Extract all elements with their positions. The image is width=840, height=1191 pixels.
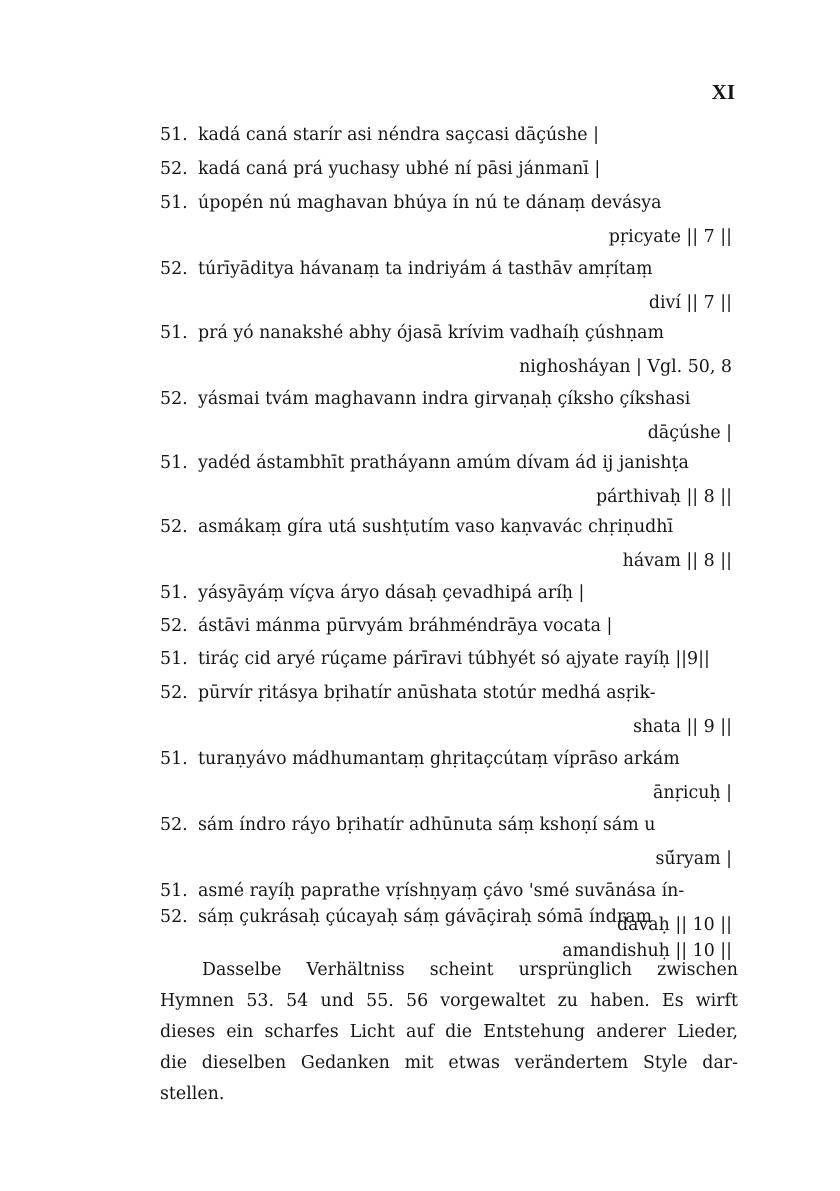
- verse-number: 51.: [160, 125, 188, 145]
- verse-continuation: diví || 7 ||: [648, 293, 732, 313]
- verse-number: 51.: [160, 881, 188, 901]
- prose-paragraph: [160, 955, 738, 1110]
- verse-text: yadéd ástambhīt pratháyann amúm dívam ád ij janishṭa: [198, 453, 689, 473]
- verse-text: asmé rayíḥ paprathe vṛíshṇyaṃ çávo 'smé suvānása ín-: [198, 881, 685, 901]
- verse-number: 52.: [160, 517, 188, 537]
- verse-continuation: nighosháyan | Vgl. 50, 8: [519, 357, 732, 377]
- verse-continuation: shata || 9 ||: [633, 717, 732, 737]
- verse-number: 52.: [160, 616, 188, 636]
- verse-text: yásyāyáṃ víçva áryo dásaḥ çevadhipá aríḥ |: [198, 583, 585, 603]
- verse-number: 51.: [160, 583, 188, 603]
- verse-number: 52.: [160, 907, 188, 927]
- verse-continuation: ānṛicuḥ |: [653, 783, 732, 803]
- prose-line: stellen.: [160, 1084, 225, 1104]
- verse-text: prá yó nanakshé abhy ójasā krívim vadhaíḥ çúshṇam: [198, 323, 665, 343]
- prose-line: die dieselben Gedanken mit etwas verändertem Style dar-: [160, 1053, 738, 1073]
- verse-continuation: párthivaḥ || 8 ||: [595, 487, 732, 507]
- verse-text: kadá caná starír asi néndra saçcasi dāçúshe |: [198, 125, 599, 145]
- verse-continuation: hávam || 8 ||: [622, 551, 732, 571]
- verse-number: 52.: [160, 159, 188, 179]
- verse-text: kadá caná prá yuchasy ubhé ní pāsi jánmanī |: [198, 159, 601, 179]
- verse-text: asmákaṃ gíra utá sushṭutím vaso kaṇvavác chṛiṇudhī: [198, 517, 674, 537]
- page-number: XI: [711, 80, 735, 104]
- prose-line: dieses ein scharfes Licht auf die Entstehung anderer Lieder,: [160, 1022, 738, 1042]
- verse-text: tiráç cid aryé rúçame párīravi túbhyét só ajyate rayíḥ ||9||: [198, 649, 710, 669]
- verse-text: pūrvír ṛitásya bṛihatír anūshata stotúr medhá asṛik-: [198, 683, 656, 703]
- prose-line: Hymnen 53. 54 und 55. 56 vorgewaltet zu haben. Es wirft: [160, 991, 738, 1011]
- verse-continuation: amandishuḥ || 10 ||: [562, 941, 732, 961]
- verse-text: yásmai tvám maghavann indra girvaṇaḥ çíksho çíkshasi: [198, 389, 691, 409]
- verse-continuation: sū́ryam |: [655, 849, 732, 869]
- verse-number: 52.: [160, 815, 188, 835]
- verse-text: úpopén nú maghavan bhúya ín nú te dánaṃ devásya: [198, 193, 662, 213]
- verse-text: sáṃ çukrásaḥ çúcayaḥ sáṃ gávāçiraḥ sómā índram: [198, 907, 653, 927]
- verse-number: 52.: [160, 683, 188, 703]
- verse-continuation: pṛicyate || 7 ||: [608, 227, 732, 247]
- verse-number: 51.: [160, 193, 188, 213]
- verse-number: 52.: [160, 389, 188, 409]
- verse-continuation: davaḥ || 10 ||: [616, 915, 732, 935]
- verse-number: 51.: [160, 323, 188, 343]
- verse-text: sám índro ráyo bṛihatír adhūnuta sáṃ kshoṇí sám u: [198, 815, 656, 835]
- verse-continuation: dāçúshe |: [647, 423, 732, 443]
- verse-text: ástāvi mánma pūrvyám bráhméndrāya vocata |: [198, 616, 613, 636]
- verse-number: 51.: [160, 453, 188, 473]
- verse-number: 51.: [160, 749, 188, 769]
- verse-text: turaṇyávo mádhumantaṃ ghṛitaçcútaṃ víprāso arkám: [198, 749, 680, 769]
- prose-line: Dasselbe Verhältniss scheint ursprünglich zwischen: [202, 960, 738, 980]
- verse-text: túrīyāditya hávanaṃ ta indriyám á tasthāv amṛítaṃ: [198, 259, 653, 279]
- verse-number: 51.: [160, 649, 188, 669]
- verse-number: 52.: [160, 259, 188, 279]
